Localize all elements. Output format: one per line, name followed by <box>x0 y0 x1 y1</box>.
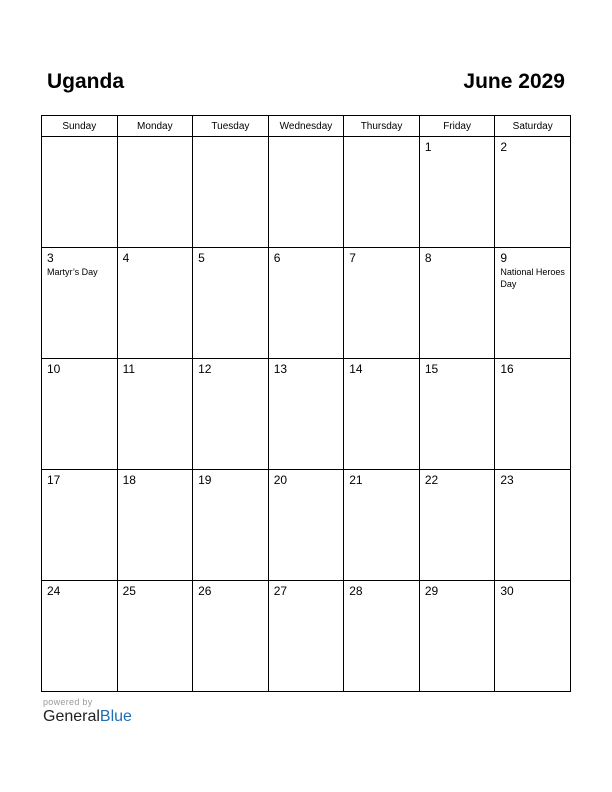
generalblue-logo[interactable] <box>43 708 132 726</box>
month-year-title: June 2029 <box>463 70 565 93</box>
day-cell-21 <box>344 470 420 581</box>
empty-day-cell <box>193 137 269 248</box>
week-row <box>42 581 571 692</box>
brand-general-text: General <box>43 708 100 725</box>
day-cell-18 <box>117 470 193 581</box>
day-number: 22 <box>424 473 439 487</box>
day-cell-19 <box>193 470 269 581</box>
day-cell-24 <box>42 581 118 692</box>
calendar-grid <box>41 115 571 692</box>
day-cell-25 <box>117 581 193 692</box>
day-cell-4 <box>117 248 193 359</box>
day-cell-8 <box>419 248 495 359</box>
day-cell-12 <box>193 359 269 470</box>
day-cell-13 <box>268 359 344 470</box>
country-title: Uganda <box>47 70 125 93</box>
day-number: 24 <box>47 584 61 598</box>
day-cell-27 <box>268 581 344 692</box>
day-cell-5 <box>193 248 269 359</box>
day-number: 27 <box>273 584 288 598</box>
weekday-header: Saturday <box>495 116 571 137</box>
day-number: 5 <box>198 251 205 265</box>
day-number: 19 <box>198 473 212 487</box>
weekday-header-row <box>42 116 571 137</box>
day-cell-30 <box>495 581 571 692</box>
day-number: 23 <box>500 473 514 487</box>
day-number: 18 <box>122 473 136 487</box>
day-number: 16 <box>500 362 514 376</box>
day-number: 21 <box>349 473 363 487</box>
day-number: 30 <box>500 584 514 598</box>
day-cell-20 <box>268 470 344 581</box>
day-cell-6 <box>268 248 344 359</box>
day-cell-11 <box>117 359 193 470</box>
day-number: 2 <box>500 140 508 154</box>
day-number: 25 <box>122 584 136 598</box>
day-cell-22 <box>419 470 495 581</box>
week-row <box>42 248 571 359</box>
day-number: 14 <box>349 362 363 376</box>
day-cell-16 <box>495 359 571 470</box>
holiday-label: Martyr’s Day <box>47 267 98 277</box>
day-number: 20 <box>273 473 288 487</box>
day-number: 10 <box>47 362 61 376</box>
weekday-header: Tuesday <box>193 116 269 137</box>
day-cell-3 <box>42 248 118 359</box>
weekday-header: Thursday <box>344 116 420 137</box>
day-number: 28 <box>349 584 363 598</box>
weekday-header: Sunday <box>42 116 118 137</box>
day-cell-10 <box>42 359 118 470</box>
day-number: 26 <box>198 584 212 598</box>
brand-blue-text: Blue <box>99 708 132 725</box>
day-number: 6 <box>273 251 281 265</box>
day-cell-14 <box>344 359 420 470</box>
week-row <box>42 359 571 470</box>
day-cell-15 <box>419 359 495 470</box>
empty-day-cell <box>344 137 420 248</box>
day-number: 29 <box>424 584 439 598</box>
day-number: 3 <box>47 251 54 265</box>
day-cell-2 <box>495 137 571 248</box>
day-number: 15 <box>424 362 439 376</box>
day-number: 11 <box>122 362 136 376</box>
week-row <box>42 470 571 581</box>
week-row <box>42 137 571 248</box>
day-number: 1 <box>424 140 432 154</box>
weekday-header: Monday <box>117 116 193 137</box>
weekday-header: Friday <box>419 116 495 137</box>
day-number: 9 <box>500 251 508 265</box>
empty-day-cell <box>117 137 193 248</box>
weekday-header: Wednesday <box>268 116 344 137</box>
footer-branding <box>43 697 132 726</box>
day-number: 8 <box>424 251 432 265</box>
day-cell-7 <box>344 248 420 359</box>
day-cell-17 <box>42 470 118 581</box>
day-number: 12 <box>198 362 212 376</box>
day-number: 17 <box>47 473 61 487</box>
day-cell-28 <box>344 581 420 692</box>
day-cell-29 <box>419 581 495 692</box>
day-number: 13 <box>273 362 288 376</box>
powered-by-label: powered by <box>43 697 93 707</box>
day-number: 4 <box>122 251 130 265</box>
day-cell-26 <box>193 581 269 692</box>
holiday-label: National Heroes Day <box>500 267 565 289</box>
day-cell-9 <box>495 248 571 359</box>
day-cell-23 <box>495 470 571 581</box>
day-cell-1 <box>419 137 495 248</box>
day-number: 7 <box>349 251 356 265</box>
empty-day-cell <box>42 137 118 248</box>
empty-day-cell <box>268 137 344 248</box>
